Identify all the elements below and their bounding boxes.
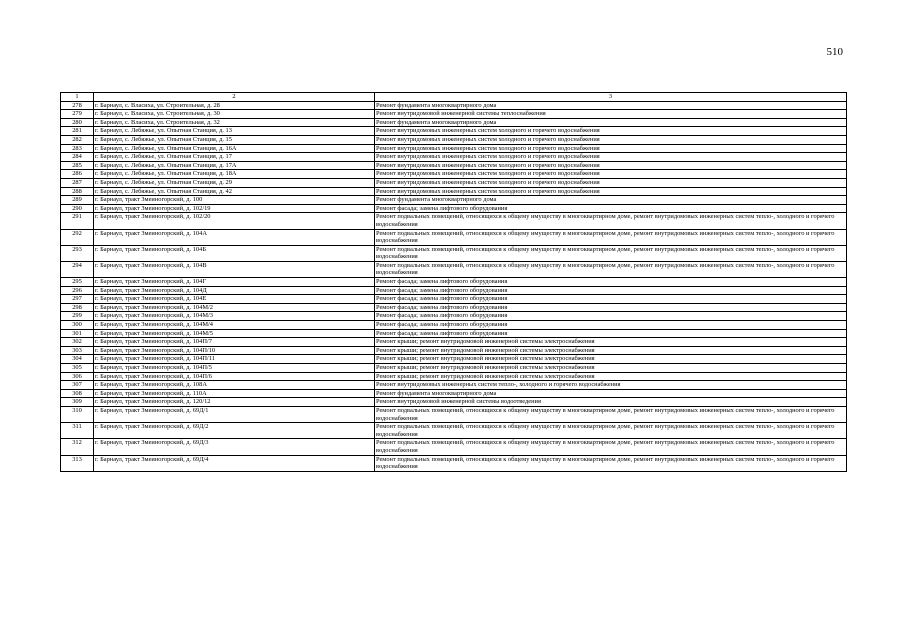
table-row xyxy=(61,439,847,455)
table-row xyxy=(61,118,847,127)
row-number: 313 xyxy=(61,455,94,471)
table-row xyxy=(61,381,847,390)
table-row xyxy=(61,135,847,144)
table-row xyxy=(61,213,847,229)
table-row xyxy=(61,245,847,261)
table-row xyxy=(61,144,847,153)
row-number: 282 xyxy=(61,135,94,144)
table-row xyxy=(61,286,847,295)
row-work: Ремонт внутридомовой инженерной системы водоотведения xyxy=(375,398,847,407)
row-address: г. Барнаул, тракт Змеиногорский, д. 104П/6 xyxy=(94,372,375,381)
row-number: 295 xyxy=(61,278,94,287)
row-address: г. Барнаул, с. Власиха, ул. Строительная, д. 28 xyxy=(94,101,375,110)
row-number: 302 xyxy=(61,338,94,347)
row-number: 299 xyxy=(61,312,94,321)
table-row xyxy=(61,398,847,407)
table-row xyxy=(61,261,847,277)
row-number: 298 xyxy=(61,303,94,312)
row-address: г. Барнаул, с. Власиха, ул. Строительная, д. 30 xyxy=(94,110,375,119)
table-row xyxy=(61,312,847,321)
row-address: г. Барнаул, тракт Змеиногорский, д. 104М/2 xyxy=(94,303,375,312)
row-number: 307 xyxy=(61,381,94,390)
row-number: 292 xyxy=(61,229,94,245)
row-number: 294 xyxy=(61,261,94,277)
row-number: 288 xyxy=(61,187,94,196)
row-address: г. Барнаул, тракт Змеиногорский, д. 69Д/1 xyxy=(94,406,375,422)
row-work: Ремонт подвальных помещений, относящихся к общему имуществу в многоквартирном доме, ремонт внутридомовых инженерных систем тепло-, холодного и горячего водоснабжения xyxy=(375,406,847,422)
row-work: Ремонт фасада; замена лифтового оборудования xyxy=(375,278,847,287)
row-work: Ремонт крыши; ремонт внутридомовой инженерной системы электроснабжения xyxy=(375,338,847,347)
table-row xyxy=(61,101,847,110)
table-row xyxy=(61,110,847,119)
row-work: Ремонт фасада; замена лифтового оборудования xyxy=(375,286,847,295)
row-number: 280 xyxy=(61,118,94,127)
row-work: Ремонт фасада; замена лифтового оборудования xyxy=(375,295,847,304)
table-row xyxy=(61,406,847,422)
table-row xyxy=(61,321,847,330)
row-work: Ремонт подвальных помещений, относящихся к общему имуществу в многоквартирном доме, ремонт внутридомовых инженерных систем тепло-, холодного и горячего водоснабжения xyxy=(375,423,847,439)
row-address: г. Барнаул, с. Лебяжье, ул. Опытная Станция, д. 13 xyxy=(94,127,375,136)
row-address: г. Барнаул, тракт Змеиногорский, д. 104П/10 xyxy=(94,346,375,355)
row-number: 297 xyxy=(61,295,94,304)
row-work: Ремонт фундамента многоквартирного дома xyxy=(375,389,847,398)
row-work: Ремонт фасада; замена лифтового оборудования xyxy=(375,312,847,321)
table-row xyxy=(61,455,847,471)
row-number: 304 xyxy=(61,355,94,364)
row-address: г. Барнаул, тракт Змеиногорский, д. 104В xyxy=(94,261,375,277)
row-address: г. Барнаул, тракт Змеиногорский, д. 104П/7 xyxy=(94,338,375,347)
works-table xyxy=(60,92,847,472)
row-address: г. Барнаул, тракт Змеиногорский, д. 104М/5 xyxy=(94,329,375,338)
row-work: Ремонт внутридомовой инженерной системы теплоснабжения xyxy=(375,110,847,119)
row-work: Ремонт внутридомовых инженерных систем тепло-, холодного и горячего водоснабжения xyxy=(375,381,847,390)
row-work: Ремонт подвальных помещений, относящихся к общему имуществу в многоквартирном доме, ремонт внутридомовых инженерных систем тепло-, холодного и горячего водоснабжения xyxy=(375,455,847,471)
row-work: Ремонт фасада; замена лифтового оборудования xyxy=(375,321,847,330)
column-header-number: 1 xyxy=(61,93,94,102)
row-address: г. Барнаул, тракт Змеиногорский, д. 69Д/3 xyxy=(94,439,375,455)
row-address: г. Барнаул, с. Власиха, ул. Строительная, д. 32 xyxy=(94,118,375,127)
row-number: 300 xyxy=(61,321,94,330)
row-address: г. Барнаул, тракт Змеиногорский, д. 108А xyxy=(94,381,375,390)
row-address: г. Барнаул, тракт Змеиногорский, д. 104Д xyxy=(94,286,375,295)
row-address: г. Барнаул, с. Лебяжье, ул. Опытная Станция, д. 42 xyxy=(94,187,375,196)
row-number: 310 xyxy=(61,406,94,422)
table-row xyxy=(61,372,847,381)
row-work: Ремонт внутридомовых инженерных систем холодного и горячего водоснабжения xyxy=(375,153,847,162)
row-number: 305 xyxy=(61,364,94,373)
row-work: Ремонт фасада; замена лифтового оборудования xyxy=(375,303,847,312)
row-address: г. Барнаул, тракт Змеиногорский, д. 104Г xyxy=(94,278,375,287)
table-row xyxy=(61,153,847,162)
table-row xyxy=(61,295,847,304)
row-work: Ремонт фундамента многоквартирного дома xyxy=(375,196,847,205)
table-row xyxy=(61,389,847,398)
row-number: 301 xyxy=(61,329,94,338)
row-work: Ремонт подвальных помещений, относящихся к общему имуществу в многоквартирном доме, ремонт внутридомовых инженерных систем тепло-, холодного и горячего водоснабжения xyxy=(375,245,847,261)
row-number: 291 xyxy=(61,213,94,229)
table-row xyxy=(61,423,847,439)
table-row xyxy=(61,196,847,205)
row-address: г. Барнаул, с. Лебяжье, ул. Опытная Станция, д. 18А xyxy=(94,170,375,179)
row-address: г. Барнаул, тракт Змеиногорский, д. 104П/11 xyxy=(94,355,375,364)
row-number: 281 xyxy=(61,127,94,136)
row-address: г. Барнаул, с. Лебяжье, ул. Опытная Станция, д. 17А xyxy=(94,161,375,170)
row-address: г. Барнаул, с. Лебяжье, ул. Опытная Станция, д. 16А xyxy=(94,144,375,153)
row-address: г. Барнаул, тракт Змеиногорский, д. 69Д/2 xyxy=(94,423,375,439)
row-work: Ремонт крыши; ремонт внутридомовой инженерной системы электроснабжения xyxy=(375,364,847,373)
row-number: 290 xyxy=(61,204,94,213)
row-number: 293 xyxy=(61,245,94,261)
table-row xyxy=(61,338,847,347)
table-row xyxy=(61,229,847,245)
row-number: 309 xyxy=(61,398,94,407)
row-number: 296 xyxy=(61,286,94,295)
row-address: г. Барнаул, тракт Змеиногорский, д. 120/12 xyxy=(94,398,375,407)
table-row xyxy=(61,364,847,373)
row-work: Ремонт фундамента многоквартирного дома xyxy=(375,101,847,110)
row-address: г. Барнаул, тракт Змеиногорский, д. 104А xyxy=(94,229,375,245)
table-row xyxy=(61,161,847,170)
row-address: г. Барнаул, с. Лебяжье, ул. Опытная Станция, д. 15 xyxy=(94,135,375,144)
table-row xyxy=(61,170,847,179)
table-row xyxy=(61,278,847,287)
row-work: Ремонт внутридомовых инженерных систем холодного и горячего водоснабжения xyxy=(375,144,847,153)
row-work: Ремонт внутридомовых инженерных систем холодного и горячего водоснабжения xyxy=(375,161,847,170)
column-header-work: 3 xyxy=(375,93,847,102)
row-address: г. Барнаул, тракт Змеиногорский, д. 100 xyxy=(94,196,375,205)
table-row xyxy=(61,355,847,364)
table-row xyxy=(61,127,847,136)
row-number: 279 xyxy=(61,110,94,119)
row-number: 286 xyxy=(61,170,94,179)
row-work: Ремонт внутридомовых инженерных систем холодного и горячего водоснабжения xyxy=(375,187,847,196)
row-number: 303 xyxy=(61,346,94,355)
row-work: Ремонт внутридомовых инженерных систем холодного и горячего водоснабжения xyxy=(375,135,847,144)
table-header-row xyxy=(61,93,847,102)
row-work: Ремонт подвальных помещений, относящихся к общему имуществу в многоквартирном доме, ремонт внутридомовых инженерных систем тепло-, холодного и горячего водоснабжения xyxy=(375,229,847,245)
row-work: Ремонт фасада; замена лифтового оборудования xyxy=(375,204,847,213)
row-number: 308 xyxy=(61,389,94,398)
table-row xyxy=(61,187,847,196)
table-row xyxy=(61,204,847,213)
row-address: г. Барнаул, тракт Змеиногорский, д. 102/20 xyxy=(94,213,375,229)
row-work: Ремонт подвальных помещений, относящихся к общему имуществу в многоквартирном доме, ремонт внутридомовых инженерных систем тепло-, холодного и горячего водоснабжения xyxy=(375,213,847,229)
row-work: Ремонт внутридомовых инженерных систем холодного и горячего водоснабжения xyxy=(375,127,847,136)
row-address: г. Барнаул, тракт Змеиногорский, д. 102/19 xyxy=(94,204,375,213)
table-row xyxy=(61,303,847,312)
table-row xyxy=(61,178,847,187)
row-address: г. Барнаул, с. Лебяжье, ул. Опытная Станция, д. 17 xyxy=(94,153,375,162)
row-work: Ремонт подвальных помещений, относящихся к общему имуществу в многоквартирном доме, ремонт внутридомовых инженерных систем тепло-, холодного и горячего водоснабжения xyxy=(375,261,847,277)
row-work: Ремонт подвальных помещений, относящихся к общему имуществу в многоквартирном доме, ремонт внутридомовых инженерных систем тепло-, холодного и горячего водоснабжения xyxy=(375,439,847,455)
row-address: г. Барнаул, тракт Змеиногорский, д. 110А xyxy=(94,389,375,398)
row-work: Ремонт фасада; замена лифтового оборудования xyxy=(375,329,847,338)
row-address: г. Барнаул, тракт Змеиногорский, д. 104П/5 xyxy=(94,364,375,373)
row-address: г. Барнаул, тракт Змеиногорский, д. 69Д/4 xyxy=(94,455,375,471)
row-number: 289 xyxy=(61,196,94,205)
row-address: г. Барнаул, тракт Змеиногорский, д. 104Б xyxy=(94,245,375,261)
table-row xyxy=(61,346,847,355)
row-number: 287 xyxy=(61,178,94,187)
row-number: 311 xyxy=(61,423,94,439)
row-work: Ремонт внутридомовых инженерных систем холодного и горячего водоснабжения xyxy=(375,178,847,187)
row-number: 284 xyxy=(61,153,94,162)
row-number: 285 xyxy=(61,161,94,170)
row-number: 283 xyxy=(61,144,94,153)
page-number: 510 xyxy=(826,46,843,58)
row-number: 306 xyxy=(61,372,94,381)
row-number: 278 xyxy=(61,101,94,110)
row-address: г. Барнаул, тракт Змеиногорский, д. 104М/3 xyxy=(94,312,375,321)
row-address: г. Барнаул, тракт Змеиногорский, д. 104Е xyxy=(94,295,375,304)
column-header-address: 2 xyxy=(94,93,375,102)
row-work: Ремонт крыши; ремонт внутридомовой инженерной системы электроснабжения xyxy=(375,355,847,364)
row-work: Ремонт внутридомовых инженерных систем холодного и горячего водоснабжения xyxy=(375,170,847,179)
row-work: Ремонт крыши; ремонт внутридомовой инженерной системы электроснабжения xyxy=(375,346,847,355)
row-work: Ремонт крыши; ремонт внутридомовой инженерной системы электроснабжения xyxy=(375,372,847,381)
row-number: 312 xyxy=(61,439,94,455)
row-address: г. Барнаул, с. Лебяжье, ул. Опытная Станция, д. 29 xyxy=(94,178,375,187)
row-address: г. Барнаул, тракт Змеиногорский, д. 104М/4 xyxy=(94,321,375,330)
row-work: Ремонт фундамента многоквартирного дома xyxy=(375,118,847,127)
table-row xyxy=(61,329,847,338)
